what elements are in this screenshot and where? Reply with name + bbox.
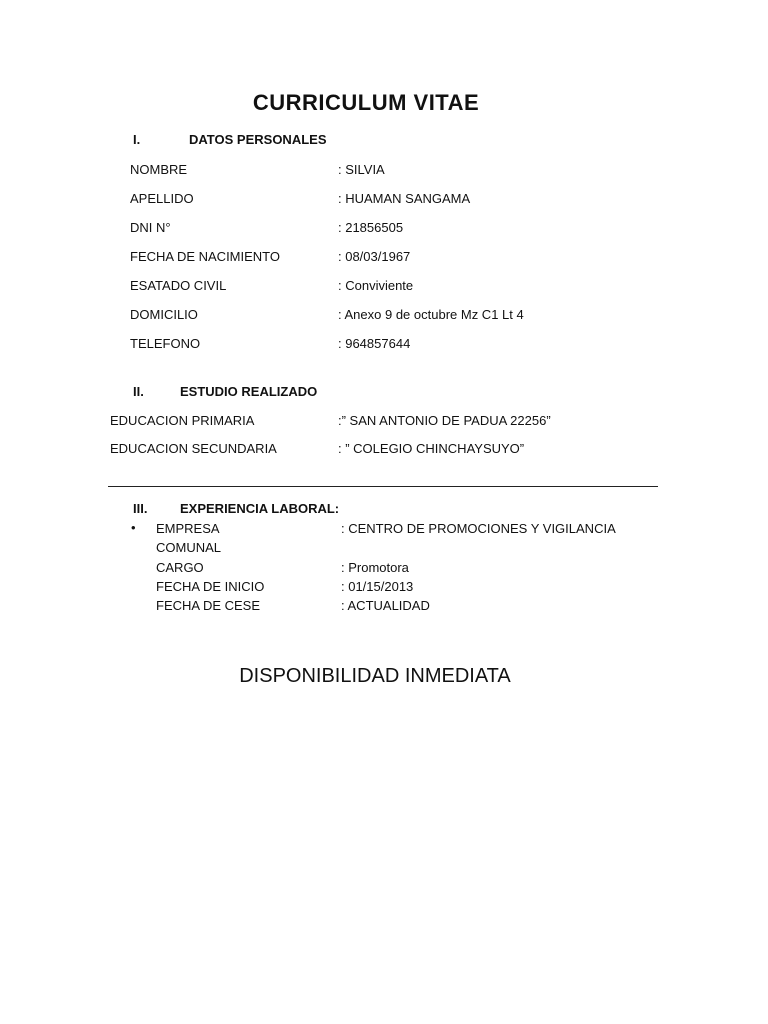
field-value-fecha-nacimiento: : 08/03/1967 <box>338 249 411 264</box>
field-value-primaria: :” SAN ANTONIO DE PADUA 22256” <box>338 413 551 428</box>
field-label-cargo: CARGO <box>156 560 204 575</box>
field-label-fecha-inicio: FECHA DE INICIO <box>156 579 265 594</box>
field-label-primaria: EDUCACION PRIMARIA <box>110 413 255 428</box>
availability-note: DISPONIBILIDAD INMEDIATA <box>239 665 511 687</box>
section3-heading: EXPERIENCIA LABORAL: <box>180 501 340 516</box>
field-label-dni: DNI N° <box>130 220 171 235</box>
section1-heading: DATOS PERSONALES <box>189 132 327 147</box>
field-value-nombre: : SILVIA <box>338 162 385 177</box>
field-label-apellido: APELLIDO <box>130 191 194 206</box>
field-value-empresa: : CENTRO DE PROMOCIONES Y VIGILANCIA <box>341 521 616 536</box>
section3-numeral: III. <box>133 501 148 516</box>
field-value-domicilio: : Anexo 9 de octubre Mz C1 Lt 4 <box>338 307 524 322</box>
field-value-dni: : 21856505 <box>338 220 404 235</box>
section1-numeral: I. <box>133 132 141 147</box>
document-title: CURRICULUM VITAE <box>252 90 480 115</box>
field-value-secundaria: : ” COLEGIO CHINCHAYSUYO” <box>338 441 525 456</box>
field-label-estado-civil: ESATADO CIVIL <box>130 278 227 293</box>
field-label-secundaria: EDUCACION SECUNDARIA <box>110 441 277 456</box>
field-label-nombre: NOMBRE <box>130 162 188 177</box>
field-label-telefono: TELEFONO <box>130 336 201 351</box>
section2-numeral: II. <box>133 384 144 399</box>
field-value-estado-civil: : Conviviente <box>338 278 414 293</box>
field-value-telefono: : 964857644 <box>338 336 411 351</box>
field-value-apellido: : HUAMAN SANGAMA <box>338 191 471 206</box>
field-label-domicilio: DOMICILIO <box>130 307 198 322</box>
horizontal-divider <box>108 486 658 487</box>
bullet-icon: • <box>131 520 136 535</box>
field-label-fecha-nacimiento: FECHA DE NACIMIENTO <box>130 249 281 264</box>
field-value-empresa-cont: COMUNAL <box>156 540 222 555</box>
field-value-fecha-cese: : ACTUALIDAD <box>341 598 430 613</box>
field-label-empresa: EMPRESA <box>156 521 220 536</box>
field-value-fecha-inicio: : 01/15/2013 <box>341 579 414 594</box>
field-label-fecha-cese: FECHA DE CESE <box>156 598 261 613</box>
field-value-cargo: : Promotora <box>341 560 409 575</box>
section2-heading: ESTUDIO REALIZADO <box>180 384 318 399</box>
